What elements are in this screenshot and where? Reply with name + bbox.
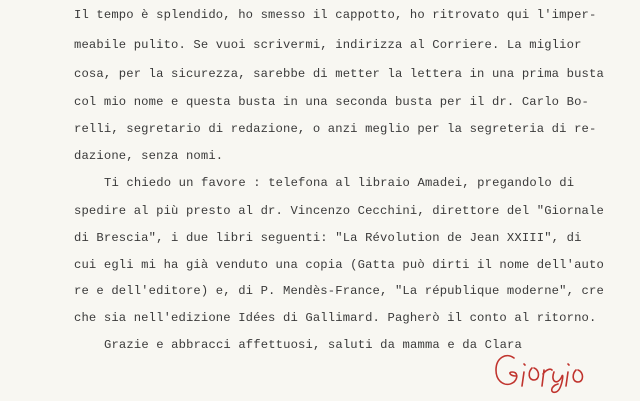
letter-line: Il tempo è splendido, ho smesso il cappotto, ho ritrovato qui l'imper- bbox=[74, 8, 597, 22]
letter-line: cosa, per la sicurezza, sarebbe di metter la lettera in una prima busta bbox=[74, 67, 604, 81]
letter-line: relli, segretario di redazione, o anzi meglio per la segreteria di re- bbox=[74, 122, 597, 136]
letter-line: di Brescia", i due libri seguenti: "La Révolution de Jean XXIII", di bbox=[74, 231, 582, 245]
letter-line: Ti chiedo un favore : telefona al libraio Amadei, pregandolo di bbox=[104, 176, 575, 190]
letter-line: col mio nome e questa busta in una seconda busta per il dr. Carlo Bo- bbox=[74, 95, 589, 109]
letter-line: dazione, senza nomi. bbox=[74, 149, 224, 163]
letter-line: re e dell'editore) e, di P. Mendès-France, "La république moderne", cre bbox=[74, 284, 604, 298]
handwritten-signature bbox=[488, 346, 598, 396]
letter-line: meabile pulito. Se vuoi scrivermi, indirizza al Corriere. La miglior bbox=[74, 38, 582, 52]
letter-line: che sia nell'edizione Idées di Gallimard. Pagherò il conto al ritorno. bbox=[74, 311, 597, 325]
letter-line: cui egli mi ha già venduto una copia (Gatta può dirti il nome dell'auto bbox=[74, 258, 604, 272]
closing-line: Grazie e abbracci affettuosi, saluti da mamma e da Clara bbox=[104, 338, 522, 352]
letter-line: spedire al più presto al dr. Vincenzo Cecchini, direttore del "Giornale bbox=[74, 204, 604, 218]
